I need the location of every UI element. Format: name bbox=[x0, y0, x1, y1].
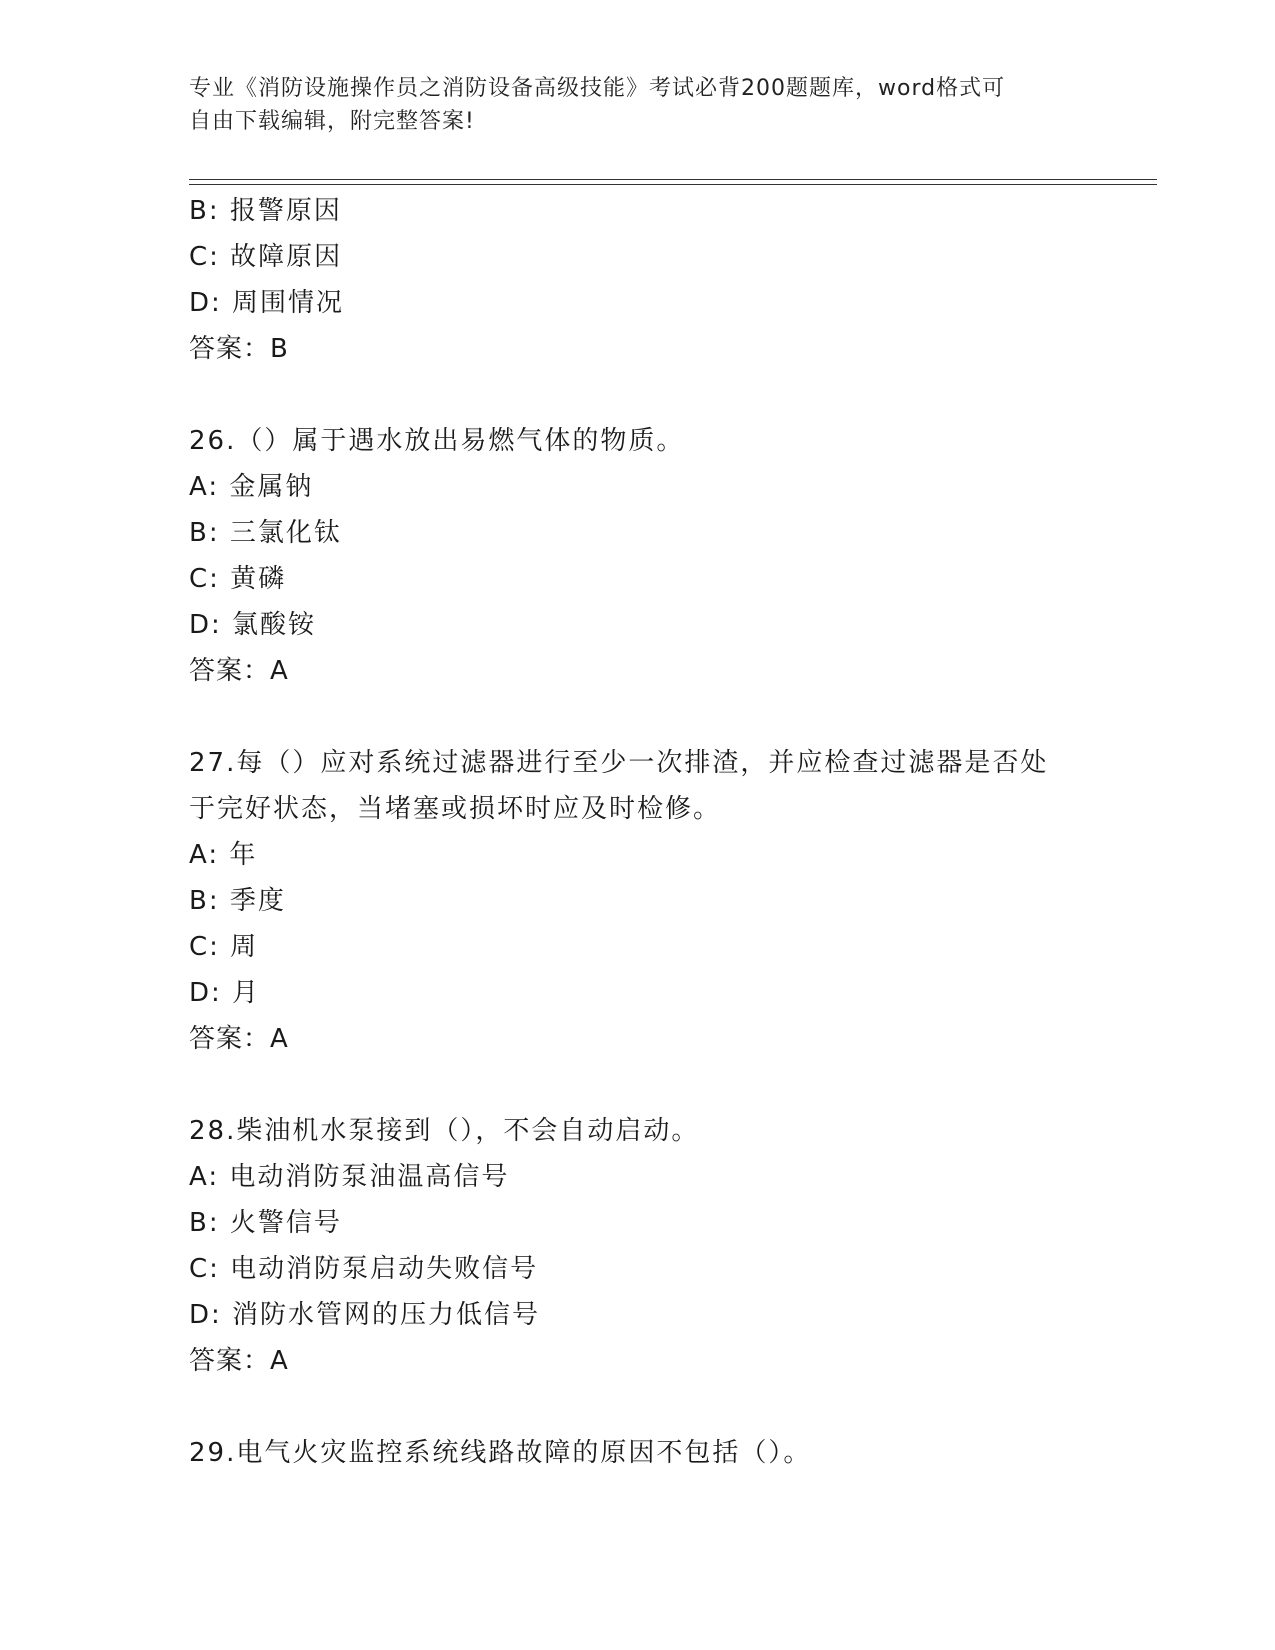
option-b: B: 季度 bbox=[189, 886, 286, 916]
answer: 答案：A bbox=[189, 1024, 289, 1054]
answer: 答案：A bbox=[189, 656, 289, 686]
option-d: D: 氯酸铵 bbox=[189, 610, 317, 640]
spacer bbox=[189, 694, 1089, 740]
header-line-2: 自由下载编辑，附完整答案! bbox=[189, 109, 475, 134]
document-header bbox=[189, 72, 1089, 138]
option-a: A: 年 bbox=[189, 840, 258, 870]
option-a: A: 金属钠 bbox=[189, 472, 314, 502]
question-stem: 28.柴油机水泵接到（），不会自动启动。 bbox=[189, 1116, 700, 1146]
option-c: C: 周 bbox=[189, 932, 259, 962]
option-c: C: 电动消防泵启动失败信号 bbox=[189, 1254, 539, 1284]
question-stem-line-2: 于完好状态，当堵塞或损坏时应及时检修。 bbox=[189, 794, 722, 824]
option-b: B: 三氯化钛 bbox=[189, 518, 342, 548]
header-divider bbox=[189, 179, 1157, 180]
spacer bbox=[189, 1384, 1089, 1430]
answer: 答案：A bbox=[189, 1346, 289, 1376]
question-stem: 26.（）属于遇水放出易燃气体的物质。 bbox=[189, 426, 685, 456]
option-c: C: 黄磷 bbox=[189, 564, 287, 594]
question-28 bbox=[189, 1108, 1089, 1384]
header-divider-secondary bbox=[189, 184, 1157, 185]
option-a: A: 电动消防泵油温高信号 bbox=[189, 1162, 510, 1192]
option-d: D: 月 bbox=[189, 978, 261, 1008]
option-d: D: 周围情况 bbox=[189, 288, 345, 318]
question-29 bbox=[189, 1430, 1089, 1476]
question-list bbox=[189, 188, 1089, 1476]
option-b: B: 报警原因 bbox=[189, 196, 342, 226]
option-c: C: 故障原因 bbox=[189, 242, 343, 272]
spacer bbox=[189, 372, 1089, 418]
question-stem: 29.电气火灾监控系统线路故障的原因不包括（）。 bbox=[189, 1438, 812, 1468]
question-stem-line-1: 27.每（）应对系统过滤器进行至少一次排渣，并应检查过滤器是否处 bbox=[189, 748, 1049, 778]
option-b: B: 火警信号 bbox=[189, 1208, 342, 1238]
question-26 bbox=[189, 418, 1089, 694]
spacer bbox=[189, 1062, 1089, 1108]
question-27 bbox=[189, 740, 1089, 1062]
header-line-1: 专业《消防设施操作员之消防设备高级技能》考试必背200题题库，word格式可 bbox=[189, 76, 1006, 101]
question-25-tail bbox=[189, 188, 1089, 372]
option-d: D: 消防水管网的压力低信号 bbox=[189, 1300, 541, 1330]
answer: 答案：B bbox=[189, 334, 289, 364]
